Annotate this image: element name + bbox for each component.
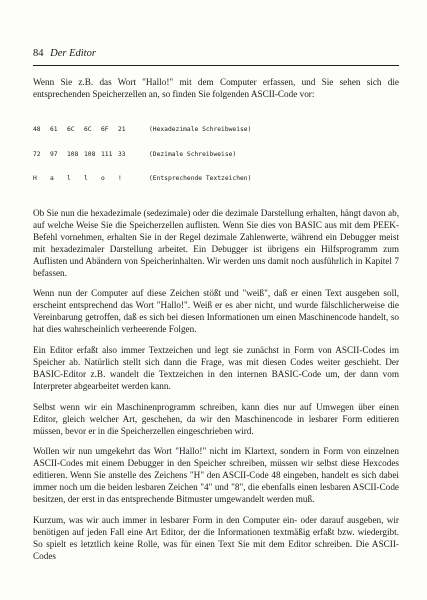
code-cell: 72 (33, 150, 41, 158)
code-cell: 6C (67, 126, 75, 134)
code-comment: (Dezimale Schreibweise) (149, 150, 237, 158)
paragraph: Ein Editor erfaßt also immer Textzeichen und legt sie zunächst in Form von ASCII-Codes im Speicher ab. Natürlich stellt sich dann die Frage, was mit diesen Codes weiter geschieht. Der BASIC-Editor z.B. wandelt die Textzeichen in den internen BASIC-Code um, der dann vom Interpreter abgearbeitet werden kann. (33, 345, 399, 391)
code-cell: 111 (101, 150, 113, 158)
code-cell: 6F (101, 126, 109, 134)
paragraph: Kurzum, was wir auch immer in lesbarer Form in den Computer ein- oder darauf ausgeben, wir benötigen auf jeden Fall eine Art Editor, der die Informationen textmäßig erfaßt bzw. wiedergibt. So spielt es letztlich keine Rolle, was für einen Text Sie mit dem Editor schreiben. Die ASCII-Codes (33, 514, 399, 561)
code-cell: 21 (118, 126, 126, 134)
code-cell: ! (118, 175, 122, 183)
code-cell: 61 (50, 126, 58, 134)
code-comment: (Hexadezimale Schreibweise) (149, 126, 252, 134)
body-text (33, 77, 399, 572)
code-cell: 6C (84, 126, 92, 134)
code-cell: 48 (33, 126, 41, 134)
paragraph: Wenn nun der Computer auf diese Zeichen stößt und "weiß", daß er einen Text ausgeben soll, erscheint entsprechend das Wort "Hallo!". Weiß er es aber nicht, und wurde fälschlicherweise die Vereinbarung getroffen, daß es sich bei diesen Informationen um einen Maschinencode handelt, so hat dies wahrscheinlich verheerende Folgen. (33, 288, 399, 335)
code-cell: o (101, 175, 105, 183)
code-cell: 108 (84, 150, 96, 158)
code-comment: (Entsprechende Textzeichen) (149, 175, 252, 183)
paragraph: Ob Sie nun die hexadezimale (sedezimale) oder die dezimale Darstellung erhalten, hängt davon ab, auf welche Weise Sie die Speicherzellen auflisten. Wenn Sie dies von BASIC aus mit dem PEEK-Befehl vornehmen, erhalten Sie in der Regel dezimale Zahlenwerte, während ein Debugger meist mit hexadezimaler Darstellung arbeitet. Ein Debugger ist übrigens ein Hilfsprogramm zum Auflisten und Abändern von Speicherinhalten. Wir werden uns damit noch ausführlich in Kapitel 7 befassen. (33, 208, 399, 278)
code-row-chars (33, 175, 399, 183)
code-cell: 33 (118, 150, 126, 158)
paragraph: Wenn Sie z.B. das Wort "Hallo!" mit dem Computer erfassen, und Sie sehen sich die entsprechenden Speicherzellen an, so finden Sie folgenden ASCII-Code vor: (33, 77, 399, 99)
running-title: Der Editor (50, 48, 96, 59)
paragraph: Selbst wenn wir ein Maschinenprogramm schreiben, kann dies nur auf Umwegen über einen Editor, gleich welcher Art, geschehen, da wir den Maschinencode in lesbarer Form editieren müssen, bevor er in die Speicherzellen eingeschrieben wird. (33, 401, 399, 436)
paragraph: Wollen wir nun umgekehrt das Wort "Hallo!" nicht im Klartext, sondern in Form von einzelnen ASCII-Codes mit einem Debugger in den Speicher schreiben, müssen wir selbst diese Hexcodes editieren. Wenn Sie anstelle des Zeichens "H" den ASCII-Code 48 eingeben, handelt es sich dabei immer noch um die beiden lesbaren Zeichen "4" und "8", die ebenfalls einen lesbaren ASCII-Code besitzen, der erst in das entsprechende Bitmuster umgewandelt werden muß. (33, 446, 399, 505)
code-row-decimal (33, 151, 399, 159)
code-cell: l (84, 175, 88, 183)
code-cell: l (67, 175, 71, 183)
code-cell: a (50, 175, 54, 183)
page-header (33, 47, 399, 61)
code-cell: 97 (50, 150, 58, 158)
code-cell: H (33, 175, 37, 183)
ascii-code-table (33, 110, 399, 200)
header-rule (33, 65, 399, 66)
code-cell: 108 (67, 150, 79, 158)
page-number: 84 (33, 48, 44, 59)
code-row-hex (33, 126, 399, 134)
